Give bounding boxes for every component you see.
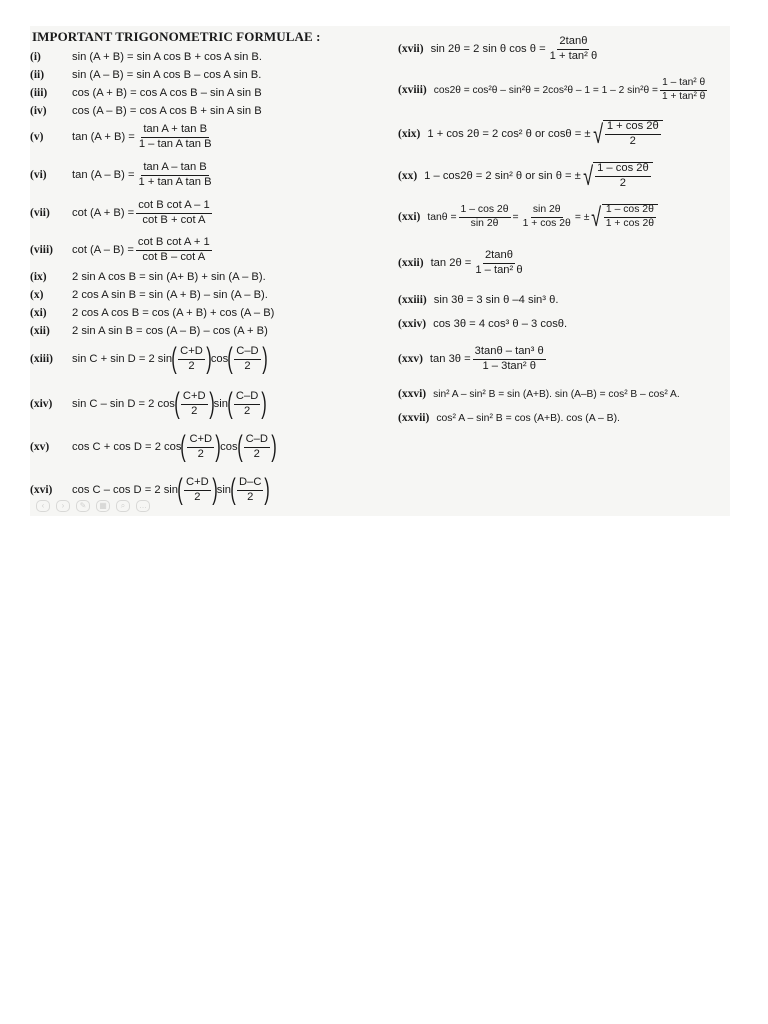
denominator: 1 + tan A tan B <box>138 175 212 188</box>
fraction <box>136 237 212 264</box>
formula-lhs: 1 – cos2θ = 2 sin² θ or sin θ = ± <box>424 169 581 182</box>
page-title: IMPORTANT TRIGONOMETRIC FORMULAE : <box>32 29 321 44</box>
formula-text: cos (A – B) = cos A cos B + sin A sin B <box>72 105 262 117</box>
formula-row: (xvi) cos C – cos D = 2 sin ( $\frac{C+D}{2}$ ) sin ( $\frac{D-C}{2}$ ) <box>30 473 271 506</box>
formula-lhs: cos C + cos D = 2 cos <box>72 441 182 453</box>
numerator: C–D <box>234 346 260 360</box>
denominator: cot B + cot A <box>142 213 206 226</box>
numerator: 2tanθ <box>483 250 515 264</box>
formula-text: 2 sin A sin B = cos (A – B) – cos (A + B) <box>72 325 268 337</box>
formula-number: (xviii) <box>398 84 427 97</box>
formula-number: (ii) <box>30 69 45 81</box>
fraction <box>605 121 661 148</box>
formula-number: (xxi) <box>398 211 421 223</box>
square-root: √ $\frac{1 - \cos 2\theta}{2}$ <box>581 162 653 190</box>
denominator: 2 <box>244 359 251 372</box>
fraction <box>184 477 211 504</box>
formula-row <box>30 325 268 337</box>
formula-number: (xxiv) <box>398 318 427 330</box>
formula-number: (i) <box>30 51 41 63</box>
denominator: 1 + tan² θ <box>549 49 598 62</box>
formula-number: (xvi) <box>30 484 53 496</box>
fraction <box>473 346 546 373</box>
formula-number: (x) <box>30 289 44 301</box>
formula-number: (xii) <box>30 325 50 337</box>
pencil-icon: ✎ <box>76 500 90 512</box>
formula-row <box>30 307 274 319</box>
fraction <box>181 391 208 418</box>
formula-number: (xxvii) <box>398 412 430 424</box>
formula-row <box>398 78 709 102</box>
formula-lhs: tan 3θ = <box>429 353 471 366</box>
denominator: cot B – cot A <box>142 250 206 263</box>
formula-mid: = <box>512 211 519 223</box>
formula-lhs: cos2θ = cos²θ – sin²θ = 2cos²θ – 1 = 1 – 2 sin²θ = <box>433 84 659 96</box>
fraction <box>136 200 212 227</box>
formula-text: 2 cos A cos B = cos (A + B) + cos (A – B) <box>72 307 275 319</box>
formula-row <box>398 162 653 190</box>
formula-row: (xiii) sin C + sin D = 2 sin ( $\frac{C+D}{2}$ ) cos ( $\frac{C-D}{2}$ ) <box>30 342 268 375</box>
numerator: C+D <box>184 477 211 491</box>
fraction <box>234 391 260 418</box>
formula-mid: cos <box>210 353 229 365</box>
formula-number: (xxii) <box>398 257 424 270</box>
fraction <box>660 78 707 102</box>
denominator: 1 – 3tan² θ <box>482 359 536 372</box>
denominator: 1 + cos 2θ <box>605 218 654 229</box>
formula-number: (xvii) <box>398 43 424 56</box>
formula-text: 2 cos A sin B = sin (A + B) – sin (A – B). <box>72 289 268 301</box>
denominator: 2 <box>244 404 251 417</box>
fraction <box>234 346 260 373</box>
formula-number: (iv) <box>30 105 47 117</box>
denominator: 1 – tan A tan B <box>138 137 212 150</box>
formula-lhs: cot (A + B) = <box>72 207 135 220</box>
fraction <box>595 163 651 190</box>
formula-number: (v) <box>30 131 44 144</box>
numerator: 1 – cos 2θ <box>595 163 651 177</box>
formula-lhs: cot (A – B) = <box>72 244 134 257</box>
formula-row <box>398 412 620 424</box>
numerator: C–D <box>234 391 260 405</box>
numerator: C+D <box>181 391 208 405</box>
formula-row <box>398 36 601 63</box>
numerator: cot B cot A + 1 <box>136 237 212 251</box>
formula-row <box>398 388 680 400</box>
formula-text: 2 sin A cos B = sin (A+ B) + sin (A – B). <box>72 271 266 283</box>
formula-number: (iii) <box>30 87 48 99</box>
formula-number: (xxv) <box>398 353 423 366</box>
denominator: 2 <box>188 359 195 372</box>
fraction <box>237 477 263 504</box>
formula-row <box>30 200 214 227</box>
search-icon: ⌕ <box>116 500 130 512</box>
numerator: 1 – cos 2θ <box>459 205 511 218</box>
denominator: 2 <box>629 134 636 147</box>
formula-number: (xix) <box>398 127 421 140</box>
denominator: 1 + tan² θ <box>662 90 706 102</box>
numerator: C+D <box>187 434 214 448</box>
formula-text: cos² A – sin² B = cos (A+B). cos (A – B). <box>436 412 620 424</box>
formula-lhs: tan (A – B) = <box>72 169 135 182</box>
formula-row <box>398 204 658 230</box>
formula-row <box>30 51 262 63</box>
formula-tail: = ± <box>574 211 590 223</box>
formula-row: (xv) cos C + cos D = 2 cos ( $\frac{C+D}{2}$ ) cos ( $\frac{C-D}{2}$ ) <box>30 430 277 463</box>
fraction <box>244 434 270 461</box>
denominator: 2 <box>194 490 201 503</box>
scanned-page <box>30 26 730 516</box>
denominator: 1 – tan² θ <box>475 263 523 276</box>
formula-row <box>30 87 262 99</box>
formula-number: (xx) <box>398 169 418 182</box>
formula-lhs: sin 2θ = 2 sin θ cos θ = <box>430 43 546 56</box>
formula-number: (xv) <box>30 441 50 453</box>
formula-number: (viii) <box>30 244 53 257</box>
fraction <box>137 162 214 189</box>
faded-viewer-toolbar <box>36 500 150 512</box>
next-icon: › <box>56 500 70 512</box>
formula-text: sin² A – sin² B = sin (A+B). sin (A–B) = cos² B – cos² A. <box>433 388 680 400</box>
formula-text: cos 3θ = 4 cos³ θ – 3 cosθ. <box>433 318 568 330</box>
formula-mid: sin <box>216 484 232 496</box>
denominator: 2 <box>197 447 204 460</box>
denominator: 2 <box>191 404 198 417</box>
formula-lhs: sin C – sin D = 2 cos <box>72 398 175 410</box>
formula-lhs: cos C – cos D = 2 sin <box>72 484 179 496</box>
formula-lhs: tan 2θ = <box>430 257 472 270</box>
numerator: cot B cot A – 1 <box>136 200 212 214</box>
formula-number: (ix) <box>30 271 47 283</box>
formula-row <box>30 289 268 301</box>
fraction <box>521 205 573 230</box>
formula-row <box>398 120 663 148</box>
square-root: √ $\frac{1 + \cos 2\theta}{2}$ <box>591 120 663 148</box>
formula-lhs: sin C + sin D = 2 sin <box>72 353 173 365</box>
numerator: sin 2θ <box>531 205 563 218</box>
formula-text: sin (A – B) = sin A cos B – cos A sin B. <box>72 69 262 81</box>
formula-lhs: tanθ = <box>427 211 457 223</box>
formula-row <box>30 105 262 117</box>
denominator: 2 <box>619 176 627 189</box>
formula-text: sin 3θ = 3 sin θ –4 sin³ θ. <box>433 294 559 306</box>
formula-number: (xiii) <box>30 353 53 365</box>
formula-text: cos (A + B) = cos A cos B – sin A sin B <box>72 87 262 99</box>
more-icon: … <box>136 500 150 512</box>
formula-lhs: tan (A + B) = <box>72 131 135 144</box>
numerator: 2tanθ <box>557 36 589 50</box>
denominator: 2 <box>253 447 260 460</box>
formula-row <box>30 69 261 81</box>
fraction <box>178 346 205 373</box>
numerator: D–C <box>237 477 263 491</box>
formula-number: (xxvi) <box>398 388 427 400</box>
numerator: C+D <box>178 346 205 360</box>
numerator: 1 – cos 2θ <box>604 205 656 218</box>
denominator: 1 + cos 2θ <box>522 217 571 229</box>
prev-icon: ‹ <box>36 500 50 512</box>
formula-row <box>398 294 558 306</box>
formula-text: sin (A + B) = sin A cos B + cos A sin B. <box>72 51 262 63</box>
fraction <box>604 205 656 230</box>
numerator: tan A – tan B <box>141 162 208 176</box>
numerator: C–D <box>244 434 270 448</box>
formula-row <box>398 318 567 330</box>
formula-number: (vii) <box>30 207 50 220</box>
formula-row <box>398 250 527 277</box>
formula-mid: sin <box>213 398 228 410</box>
numerator: tan A + tan B <box>141 124 209 138</box>
formula-row <box>398 346 548 373</box>
denominator: 2 <box>247 490 254 503</box>
formula-row <box>30 271 266 283</box>
formula-row <box>30 162 216 189</box>
formula-number: (xxiii) <box>398 294 427 306</box>
fraction <box>137 124 214 151</box>
numerator: 1 + cos 2θ <box>605 121 661 135</box>
fraction <box>548 36 600 63</box>
grid-icon: ▦ <box>96 500 110 512</box>
formula-lhs: 1 + cos 2θ = 2 cos² θ or cosθ = ± <box>427 127 591 140</box>
numerator: 3tanθ – tan³ θ <box>473 346 546 360</box>
denominator: sin 2θ <box>470 217 499 229</box>
square-root: √ $\frac{1 - \cos 2\theta}{1 + \cos 2\theta}$ <box>589 204 658 230</box>
formula-row: (xiv) sin C – sin D = 2 cos ( $\frac{C+D}{2}$ ) sin ( $\frac{C-D}{2}$ ) <box>30 387 268 420</box>
formula-row <box>30 124 216 151</box>
fraction <box>473 250 524 277</box>
formula-number: (xi) <box>30 307 47 319</box>
formula-number: (vi) <box>30 169 47 182</box>
fraction <box>459 205 511 230</box>
formula-row <box>30 237 214 264</box>
fraction <box>187 434 214 461</box>
formula-number: (xiv) <box>30 398 53 410</box>
numerator: 1 – tan² θ <box>660 78 707 91</box>
formula-mid: cos <box>220 441 238 453</box>
